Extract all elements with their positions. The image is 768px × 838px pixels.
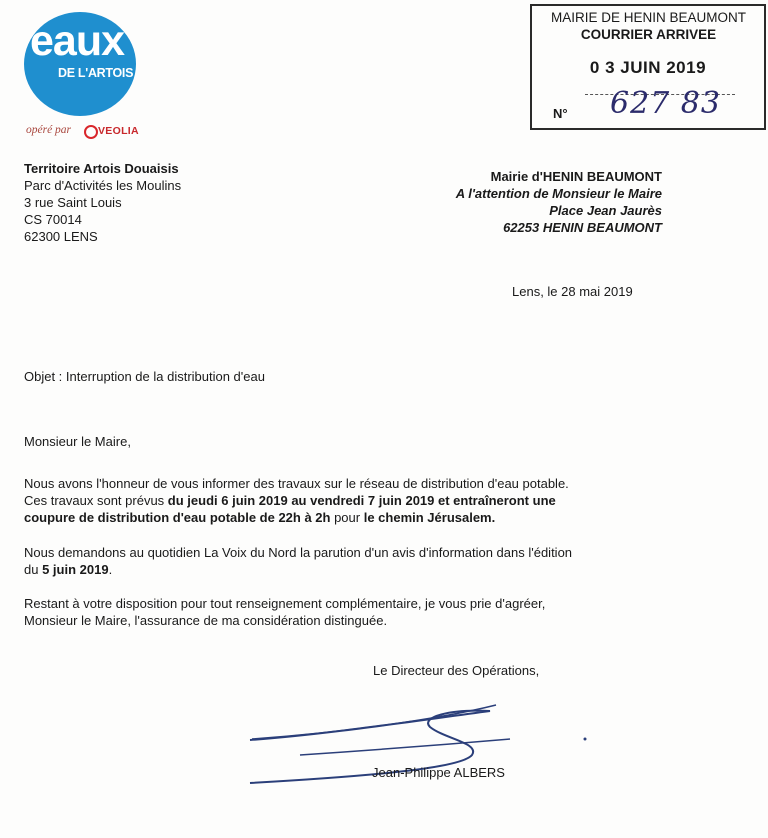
p2-line2	[24, 561, 674, 578]
recipient-line3: 62253 HENIN BEAUMONT	[503, 220, 662, 235]
stamp-line2: COURRIER ARRIVEE	[580, 27, 717, 42]
p2-line1: Nous demandons au quotidien La Voix du Nord la parution d'un avis d'information dans l'édition	[24, 545, 573, 560]
veolia-icon	[84, 125, 98, 139]
stamp-line1: MAIRIE DE HENIN BEAUMONT	[550, 10, 747, 25]
stamp-date: 0 3 JUIN 2019	[589, 58, 707, 77]
p2-line2-text: du	[24, 562, 43, 577]
letter-subject: Objet : Interruption de la distribution d'eau	[24, 369, 265, 384]
signer-name: Jean-Philippe ALBERS	[372, 765, 505, 780]
body-paragraph-1	[24, 475, 674, 526]
p3-line1: Restant à votre disposition pour tout renseignement complémentaire, je vous prie d'agréer,	[24, 596, 546, 611]
recipient-line2: Place Jean Jaurès	[549, 203, 662, 218]
sender-line2: 3 rue Saint Louis	[24, 195, 122, 210]
body-paragraph-3	[24, 595, 674, 629]
p2-line2-end: .	[108, 562, 113, 577]
body-paragraph-2	[24, 544, 674, 578]
sender-address	[24, 160, 181, 245]
operated-by-label: opéré par	[26, 124, 72, 136]
stamp-handwritten-number: 627 83	[610, 86, 721, 121]
p1-line3-bold: coupure de distribution d'eau potable de 22h à 2h	[24, 510, 331, 525]
stamp-number-label: N°	[553, 106, 568, 121]
salutation: Monsieur le Maire,	[24, 434, 131, 449]
p1-line3	[24, 509, 674, 526]
p1-line3-text: pour	[330, 510, 364, 525]
operator-name: VEOLIA	[98, 125, 139, 137]
recipient-line1: A l'attention de Monsieur le Maire	[455, 186, 662, 201]
recipient-address	[456, 168, 662, 236]
sender-line4: 62300 LENS	[24, 229, 98, 244]
p1-line3-bold2: le chemin Jérusalem.	[363, 510, 496, 525]
p1-line2-bold: du jeudi 6 juin 2019 au vendredi 7 juin 2019 et entraîneront une	[167, 493, 556, 508]
logo-wordmark: eaux	[30, 17, 125, 65]
p1-line2	[24, 492, 674, 509]
recipient-name: Mairie d'HENIN BEAUMONT	[490, 169, 662, 184]
closing-title: Le Directeur des Opérations,	[373, 663, 540, 678]
p2-line2-bold: 5 juin 2019	[42, 562, 109, 577]
sender-line1: Parc d'Activités les Moulins	[24, 178, 182, 193]
letter-date: Lens, le 28 mai 2019	[512, 284, 633, 299]
p1-line1: Nous avons l'honneur de vous informer des travaux sur le réseau de distribution d'eau potable.	[24, 476, 569, 491]
logo-subtitle: DE L'ARTOIS	[58, 66, 134, 80]
p1-line2-text: Ces travaux sont prévus	[24, 493, 168, 508]
p3-line2: Monsieur le Maire, l'assurance de ma considération distinguée.	[24, 613, 388, 628]
sender-line3: CS 70014	[24, 212, 82, 227]
sender-name: Territoire Artois Douaisis	[24, 161, 179, 176]
